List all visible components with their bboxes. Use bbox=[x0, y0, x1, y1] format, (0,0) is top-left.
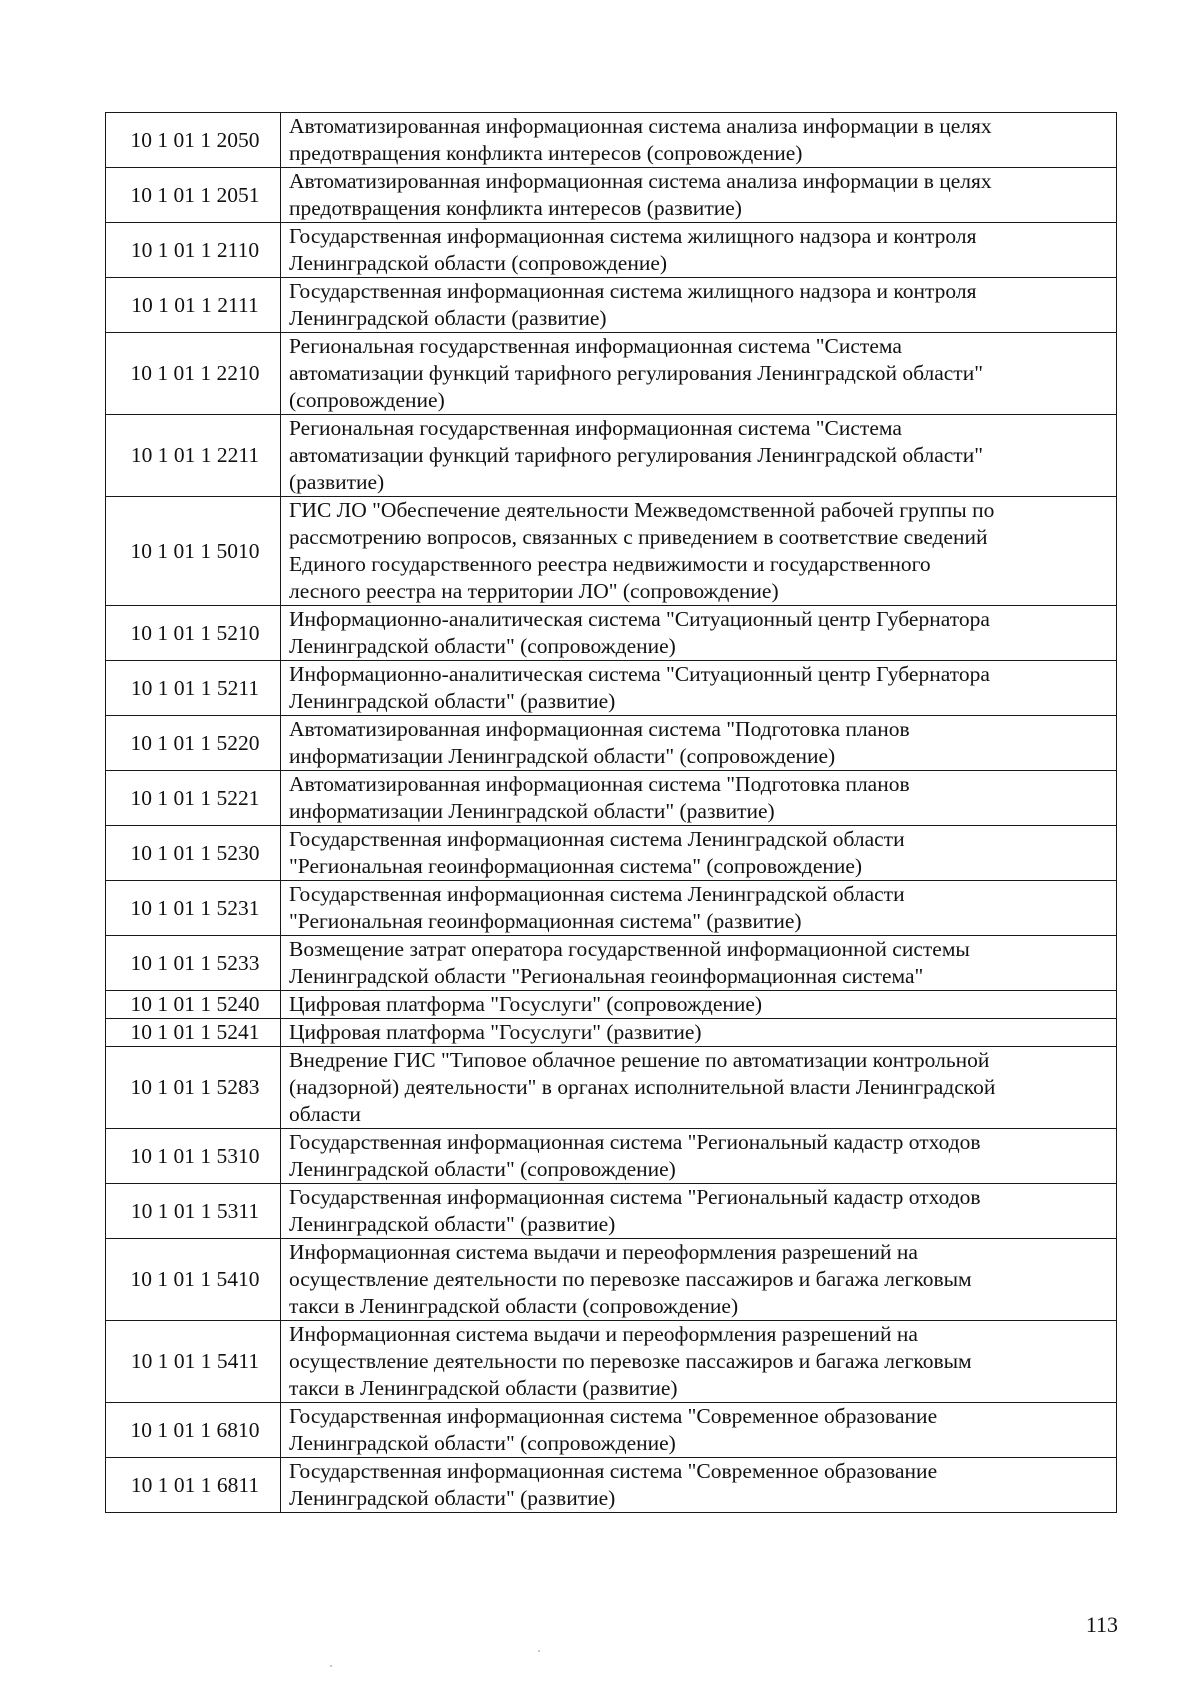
table-row bbox=[106, 223, 1117, 278]
description-line: Автоматизированная информационная система "Подготовка планов bbox=[289, 717, 910, 741]
description-cell bbox=[281, 1403, 1117, 1458]
description-line: Ленинградской области" (развитие) bbox=[289, 1486, 616, 1510]
table-row bbox=[106, 771, 1117, 826]
description-line: Ленинградской области (сопровождение) bbox=[289, 251, 668, 275]
description-line: Ленинградской области" (развитие) bbox=[289, 689, 616, 713]
description-cell bbox=[281, 113, 1117, 168]
table-row bbox=[106, 1184, 1117, 1239]
description-line: Государственная информационная система жилищного надзора и контроля bbox=[289, 224, 977, 248]
description-line: Информационная система выдачи и переоформления разрешений на bbox=[289, 1240, 918, 1264]
description-line: Единого государственного реестра недвижимости и государственного bbox=[289, 552, 931, 576]
code-cell: 10 1 01 1 5231 bbox=[106, 881, 281, 936]
description-line: Государственная информационная система "Современное образование bbox=[289, 1404, 938, 1428]
description-line: (развитие) bbox=[289, 470, 385, 494]
description-line: Ленинградской области" (сопровождение) bbox=[289, 634, 676, 658]
description-cell bbox=[281, 415, 1117, 497]
description-cell bbox=[281, 168, 1117, 223]
description-line: "Региональная геоинформационная система" (сопровождение) bbox=[289, 854, 863, 878]
code-cell: 10 1 01 1 5311 bbox=[106, 1184, 281, 1239]
table-row bbox=[106, 716, 1117, 771]
description-cell bbox=[281, 1019, 1117, 1047]
description-line: Ленинградской области" (развитие) bbox=[289, 1212, 616, 1236]
table-row bbox=[106, 1129, 1117, 1184]
description-line: Ленинградской области" (сопровождение) bbox=[289, 1157, 676, 1181]
code-cell: 10 1 01 1 2111 bbox=[106, 278, 281, 333]
description-line: автоматизации функций тарифного регулирования Ленинградской области" bbox=[289, 361, 983, 385]
table-row bbox=[106, 1458, 1117, 1513]
code-cell: 10 1 01 1 5310 bbox=[106, 1129, 281, 1184]
description-cell bbox=[281, 278, 1117, 333]
code-cell: 10 1 01 1 6810 bbox=[106, 1403, 281, 1458]
description-line: "Региональная геоинформационная система" (развитие) bbox=[289, 909, 802, 933]
description-cell bbox=[281, 936, 1117, 991]
table-row bbox=[106, 278, 1117, 333]
description-cell bbox=[281, 497, 1117, 606]
scan-speck bbox=[538, 1650, 540, 1652]
description-line: такси в Ленинградской области (развитие) bbox=[289, 1376, 678, 1400]
code-cell: 10 1 01 1 2051 bbox=[106, 168, 281, 223]
description-cell bbox=[281, 661, 1117, 716]
description-line: Цифровая платформа "Госуслуги" (развитие) bbox=[289, 1020, 702, 1044]
description-line: Государственная информационная система Ленинградской области bbox=[289, 827, 905, 851]
scan-speck bbox=[330, 1665, 332, 1667]
description-line: Ленинградской области (развитие) bbox=[289, 306, 607, 330]
description-line: Информационно-аналитическая система "Ситуационный центр Губернатора bbox=[289, 662, 990, 686]
description-line: Автоматизированная информационная система анализа информации в целях bbox=[289, 169, 992, 193]
description-line: Информационно-аналитическая система "Ситуационный центр Губернатора bbox=[289, 607, 990, 631]
code-cell: 10 1 01 1 5010 bbox=[106, 497, 281, 606]
description-line: ГИС ЛО "Обеспечение деятельности Межведомственной рабочей группы по bbox=[289, 498, 995, 522]
table-row bbox=[106, 881, 1117, 936]
table-row bbox=[106, 497, 1117, 606]
description-line: предотвращения конфликта интересов (развитие) bbox=[289, 196, 742, 220]
description-line: лесного реестра на территории ЛО" (сопровождение) bbox=[289, 579, 779, 603]
description-cell bbox=[281, 1458, 1117, 1513]
table-row bbox=[106, 113, 1117, 168]
description-line: Ленинградской области "Региональная геоинформационная система" bbox=[289, 964, 924, 988]
description-line: Информационная система выдачи и переоформления разрешений на bbox=[289, 1322, 918, 1346]
description-cell bbox=[281, 1184, 1117, 1239]
description-line: рассмотрению вопросов, связанных с приведением в соответствие сведений bbox=[289, 525, 988, 549]
code-cell: 10 1 01 1 5241 bbox=[106, 1019, 281, 1047]
code-cell: 10 1 01 1 5230 bbox=[106, 826, 281, 881]
description-line: Ленинградской области" (сопровождение) bbox=[289, 1431, 676, 1455]
description-line: Региональная государственная информационная система "Система bbox=[289, 334, 902, 358]
code-cell: 10 1 01 1 5221 bbox=[106, 771, 281, 826]
code-cell: 10 1 01 1 2110 bbox=[106, 223, 281, 278]
table-row bbox=[106, 168, 1117, 223]
budget-code-table bbox=[105, 112, 1117, 1513]
description-cell bbox=[281, 1239, 1117, 1321]
description-cell bbox=[281, 826, 1117, 881]
description-line: Государственная информационная система жилищного надзора и контроля bbox=[289, 279, 977, 303]
code-cell: 10 1 01 1 5283 bbox=[106, 1047, 281, 1129]
description-line: информатизации Ленинградской области" (развитие) bbox=[289, 799, 775, 823]
description-line: Внедрение ГИС "Типовое облачное решение по автоматизации контрольной bbox=[289, 1048, 990, 1072]
code-cell: 10 1 01 1 5411 bbox=[106, 1321, 281, 1403]
code-cell: 10 1 01 1 5233 bbox=[106, 936, 281, 991]
description-line: Государственная информационная система "Современное образование bbox=[289, 1459, 938, 1483]
description-line: (надзорной) деятельности" в органах исполнительной власти Ленинградской bbox=[289, 1075, 996, 1099]
description-line: Государственная информационная система Ленинградской области bbox=[289, 882, 905, 906]
description-line: Автоматизированная информационная система анализа информации в целях bbox=[289, 114, 992, 138]
table-row bbox=[106, 936, 1117, 991]
code-cell: 10 1 01 1 5211 bbox=[106, 661, 281, 716]
description-line: Государственная информационная система "Региональный кадастр отходов bbox=[289, 1130, 981, 1154]
page-number: 113 bbox=[1085, 1612, 1118, 1637]
description-cell bbox=[281, 333, 1117, 415]
table-row bbox=[106, 1321, 1117, 1403]
description-line: области bbox=[289, 1102, 361, 1126]
description-line: Региональная государственная информационная система "Система bbox=[289, 416, 902, 440]
table-row bbox=[106, 415, 1117, 497]
code-cell: 10 1 01 1 5210 bbox=[106, 606, 281, 661]
description-line: Государственная информационная система "Региональный кадастр отходов bbox=[289, 1185, 981, 1209]
description-line: осуществление деятельности по перевозке пассажиров и багажа легковым bbox=[289, 1349, 972, 1373]
description-cell bbox=[281, 1129, 1117, 1184]
description-cell bbox=[281, 223, 1117, 278]
table-row bbox=[106, 826, 1117, 881]
code-cell: 10 1 01 1 5240 bbox=[106, 991, 281, 1019]
description-line: предотвращения конфликта интересов (сопровождение) bbox=[289, 141, 803, 165]
description-line: осуществление деятельности по перевозке пассажиров и багажа легковым bbox=[289, 1267, 972, 1291]
table-row bbox=[106, 1403, 1117, 1458]
table-row bbox=[106, 606, 1117, 661]
description-line: Цифровая платформа "Госуслуги" (сопровождение) bbox=[289, 992, 763, 1016]
description-cell bbox=[281, 881, 1117, 936]
description-cell bbox=[281, 606, 1117, 661]
table-body bbox=[106, 113, 1117, 1513]
code-cell: 10 1 01 1 5410 bbox=[106, 1239, 281, 1321]
description-line: автоматизации функций тарифного регулирования Ленинградской области" bbox=[289, 443, 983, 467]
description-line: информатизации Ленинградской области" (сопровождение) bbox=[289, 744, 836, 768]
description-line: Автоматизированная информационная система "Подготовка планов bbox=[289, 772, 910, 796]
table-row bbox=[106, 1047, 1117, 1129]
table-row bbox=[106, 1239, 1117, 1321]
description-cell bbox=[281, 1047, 1117, 1129]
description-cell bbox=[281, 771, 1117, 826]
code-cell: 10 1 01 1 5220 bbox=[106, 716, 281, 771]
description-line: (сопровождение) bbox=[289, 388, 445, 412]
code-cell: 10 1 01 1 6811 bbox=[106, 1458, 281, 1513]
description-line: Возмещение затрат оператора государственной информационной системы bbox=[289, 937, 970, 961]
table-row bbox=[106, 661, 1117, 716]
description-cell bbox=[281, 716, 1117, 771]
table-row bbox=[106, 1019, 1117, 1047]
table-row bbox=[106, 991, 1117, 1019]
code-cell: 10 1 01 1 2050 bbox=[106, 113, 281, 168]
description-cell bbox=[281, 1321, 1117, 1403]
code-cell: 10 1 01 1 2210 bbox=[106, 333, 281, 415]
description-cell bbox=[281, 991, 1117, 1019]
description-line: такси в Ленинградской области (сопровождение) bbox=[289, 1294, 739, 1318]
table-row bbox=[106, 333, 1117, 415]
code-cell: 10 1 01 1 2211 bbox=[106, 415, 281, 497]
